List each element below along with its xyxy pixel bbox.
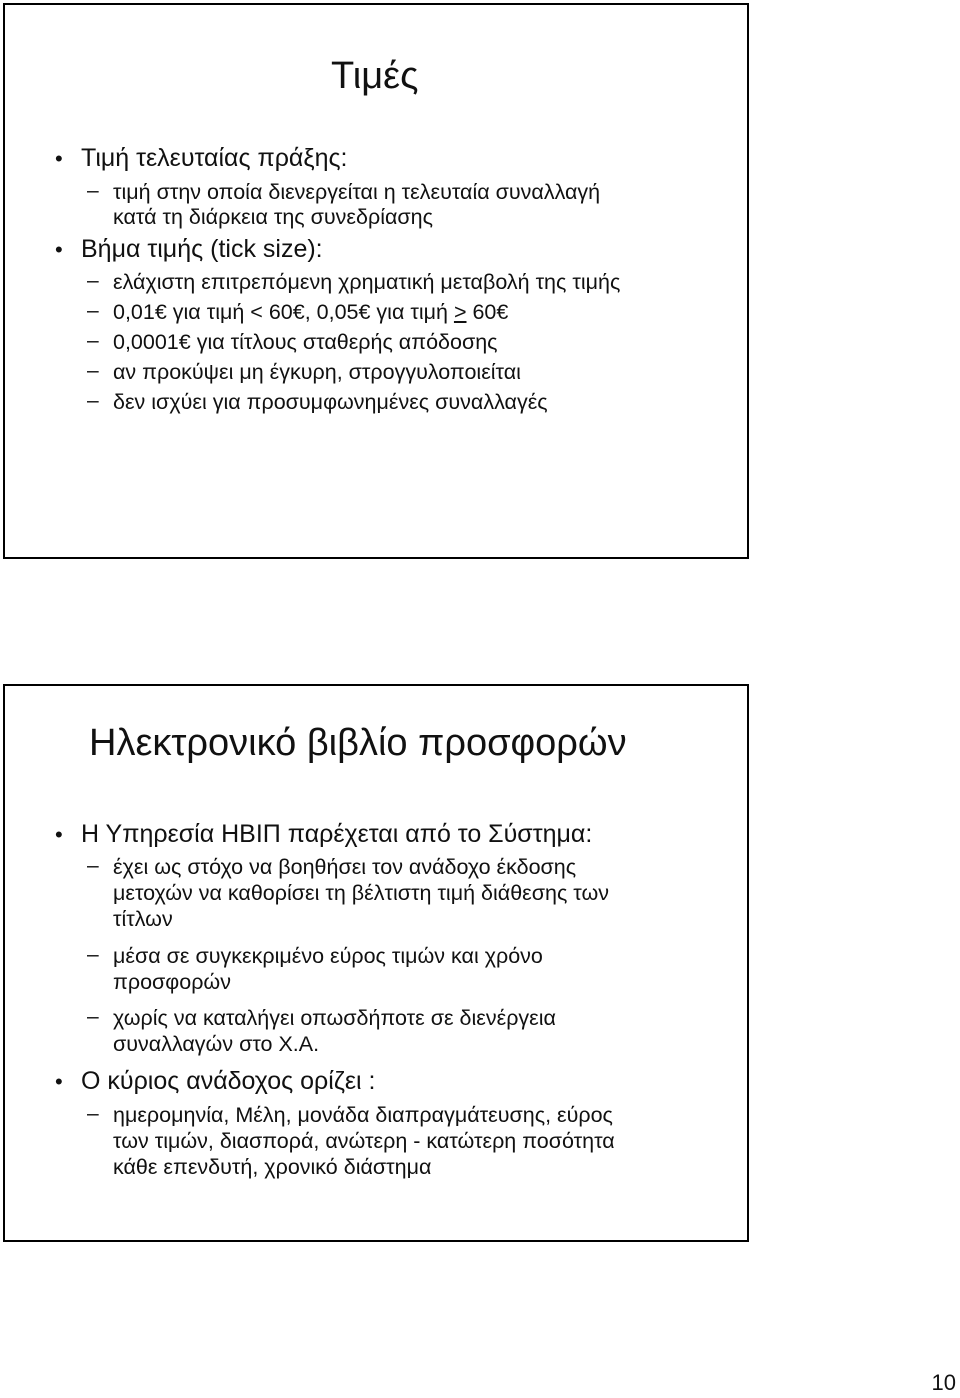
- greater-equal-sign: >: [453, 300, 467, 324]
- sub-bullet-text: 0,0001€ για τίτλους σταθερής απόδοσης: [113, 330, 498, 354]
- sub-bullet-text: κατά τη διάρκεια της συνεδρίασης: [113, 205, 433, 229]
- bullet-text: Βήμα τιμής (tick size):: [81, 235, 323, 263]
- sub-bullet-text: μέσα σε συγκεκριμένο εύρος τιμών και χρόνο: [113, 944, 543, 968]
- sub-bullet-text: έχει ως στόχο να βοηθήσει τον ανάδοχο έκδοσης: [113, 855, 577, 879]
- sub-bullet-text: [113, 300, 508, 325]
- slide-title: Ηλεκτρονικό βιβλίο προσφορών: [89, 722, 627, 764]
- sub-bullet-text: χωρίς να καταλήγει οπωσδήποτε σε διενέργεια: [113, 1006, 556, 1030]
- bullet-icon: •: [55, 146, 63, 171]
- tick-size-text-b: 60€: [466, 300, 509, 324]
- sub-bullet-text: αν προκύψει μη έγκυρη, στρογγυλοποιείται: [113, 360, 521, 384]
- bullet-text: Τιμή τελευταίας πράξης:: [81, 144, 348, 172]
- slide-title: Τιμές: [331, 55, 419, 97]
- dash-icon: –: [87, 269, 99, 292]
- bullet-icon: •: [55, 237, 63, 262]
- dash-icon: –: [87, 1005, 99, 1028]
- sub-bullet-text: ελάχιστη επιτρεπόμενη χρηματική μεταβολή της τιμής: [113, 270, 621, 294]
- dash-icon: –: [87, 389, 99, 412]
- dash-icon: –: [87, 299, 99, 322]
- sub-bullet-text: ημερομηνία, Μέλη, μονάδα διαπραγμάτευσης, εύρος: [113, 1103, 613, 1127]
- sub-bullet-text: κάθε επενδυτή, χρονικό διάστημα: [113, 1155, 432, 1179]
- bullet-icon: •: [55, 1069, 63, 1094]
- page-number: 10: [931, 1370, 956, 1395]
- dash-icon: –: [87, 943, 99, 966]
- dash-icon: –: [87, 329, 99, 352]
- sub-bullet-text: δεν ισχύει για προσυμφωνημένες συναλλαγές: [113, 390, 548, 414]
- bullet-text: Ο κύριος ανάδοχος ορίζει :: [81, 1067, 376, 1095]
- sub-bullet-text: των τιμών, διασπορά, ανώτερη - κατώτερη ποσότητα: [113, 1129, 615, 1153]
- dash-icon: –: [87, 359, 99, 382]
- sub-bullet-text: συναλλαγών στο Χ.Α.: [113, 1032, 320, 1056]
- bullet-text: Η Υπηρεσία ΗΒΙΠ παρέχεται από το Σύστημα:: [81, 820, 593, 848]
- sub-bullet-text: μετοχών να καθορίσει τη βέλτιστη τιμή διάθεσης των: [113, 881, 610, 905]
- sub-bullet-text: τίτλων: [113, 907, 173, 931]
- dash-icon: –: [87, 179, 99, 202]
- slide-electronic-book: [3, 684, 749, 1242]
- sub-bullet-text: προσφορών: [113, 970, 231, 994]
- dash-icon: –: [87, 1102, 99, 1125]
- tick-size-text-a: 0,01€ για τιμή < 60€, 0,05€ για τιμή: [113, 300, 454, 324]
- slide-prices: [3, 3, 749, 559]
- sub-bullet-text: τιμή στην οποία διενεργείται η τελευταία συναλλαγή: [113, 180, 601, 204]
- dash-icon: –: [87, 854, 99, 877]
- bullet-icon: •: [55, 822, 63, 847]
